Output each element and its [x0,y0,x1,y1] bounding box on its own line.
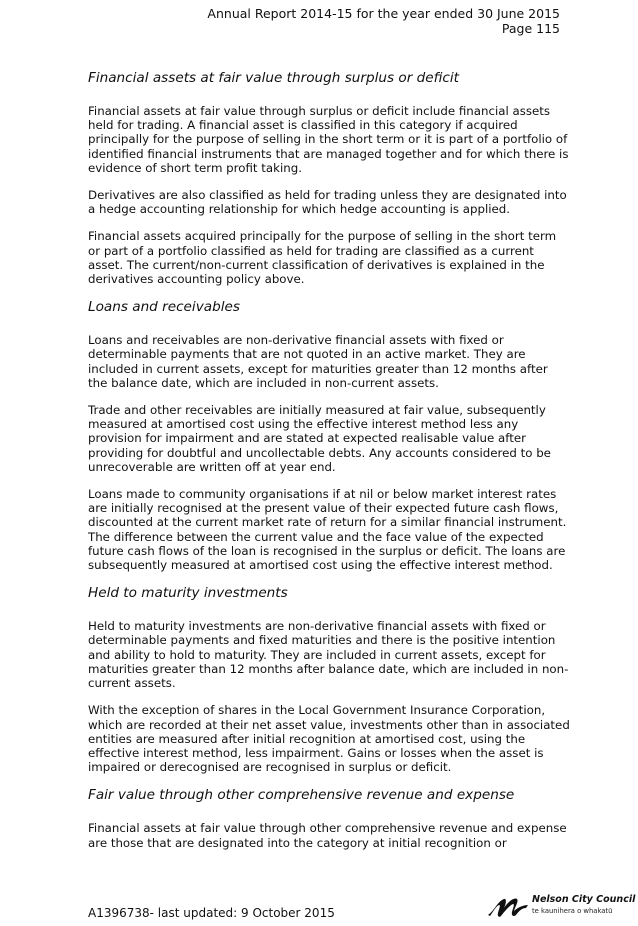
paragraph: Loans made to community organisations if at nil or below market interest rates are initially recognised at the present value of their expected future cash flows, discounted at the current market rate of return for a similar financial instrument. The difference between the current value and the face value of the expected future cash flows of the loan is recognised in the surplus or deficit. The loans are subsequently measured at amortised cost using the effective interest method. [88,487,567,573]
section-heading: Loans and receivables [88,299,240,316]
section-heading: Financial assets at fair value through surplus or deficit [88,70,459,86]
document-body [88,70,570,863]
paragraph: Held to maturity investments are non-derivative financial assets with fixed or determinable payments and fixed maturities and there is the positive intention and ability to hold to maturity. They are included in current assets, except for maturities greater than 12 months after balance date, which are included in non-current assets. [88,619,569,691]
paragraph: Financial assets at fair value through surplus or deficit include financial assets held for trading. A financial asset is classified in this category if acquired principally for the purpose of selling in the short term or it is part of a portfolio of identified financial instruments that are managed together and for which there is evidence of short term profit taking. [88,104,569,175]
paragraph: Financial assets at fair value through other comprehensive revenue and expense are those that are designated into the category at initial recognition or [88,821,567,850]
paragraph: Derivatives are also classified as held for trading unless they are designated into a hedge accounting relationship for which hedge accounting is applied. [88,188,567,217]
report-title: Annual Report 2014-15 for the year ended 30 June 2015 [207,6,560,21]
section-heading: Held to maturity investments [88,585,288,602]
section-heading: Fair value through other comprehensive revenue and expense [88,787,515,804]
paragraph: With the exception of shares in the Local Government Insurance Corporation, which are recorded at their net asset value, investments other than in associated entities are measured after initial recognition at amortised cost, using the effective interest method, less impairment. Gains or losses when the asset is impaired or derecognised are recognised in surplus or deficit. [88,703,570,775]
document-reference: A1396738- last updated: 9 October 2015 [88,906,335,920]
nelson-city-council-logo-icon [486,893,530,919]
page-header [207,6,560,36]
logo-name: Nelson City Council [532,894,636,905]
logo-subtitle: te kaunihera o whakatū [532,907,613,915]
page-number: Page 115 [501,21,560,36]
paragraph: Financial assets acquired principally for the purpose of selling in the short term or part of a portfolio classified as held for trading are classified as a current asset. The current/non-current classification of derivatives is explained in the derivatives accounting policy above. [88,229,557,287]
paragraph: Trade and other receivables are initially measured at fair value, subsequently measured at amortised cost using the effective interest method less any provision for impairment and are stated at expected realisable value after providing for doubtful and uncollectable debts. Any accounts considered to be unrecoverable are written off at year end. [88,403,551,474]
council-logo [486,893,636,919]
paragraph: Loans and receivables are non-derivative financial assets with fixed or determinable payments that are not quoted in an active market. They are included in current assets, except for maturities greater than 12 months after the balance date, which are included in non-current assets. [88,333,548,390]
